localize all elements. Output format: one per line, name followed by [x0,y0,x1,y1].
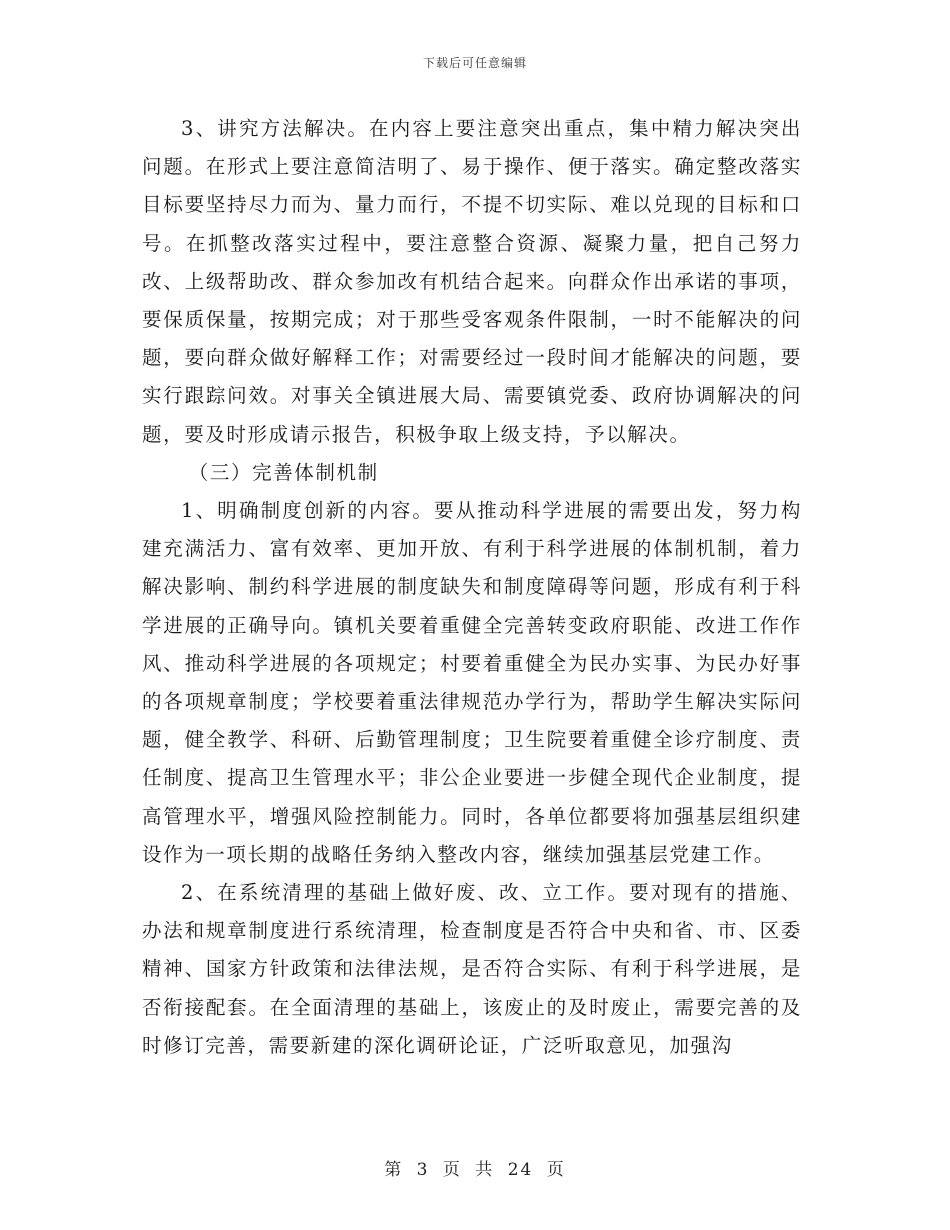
paragraph-cleanup: 2、在系统清理的基础上做好废、改、立工作。要对现有的措施、办法和规章制度进行系统清理，检查制度是否符合中央和省、市、区委精神、国家方针政策和法律法规，是否符合实际、有利于科学进展，是否衔接配套。在全面清理的基础上，该废止的及时废止，需要完善的及时修订完善，需要新建的深化调研论证，广泛听取意见，加强沟 [142,881,802,1057]
document-body [142,110,802,1065]
page-footer: 第 3 页 共 24 页 [384,1160,566,1180]
page-header: 下载后可任意编辑 [422,56,527,70]
paragraph-institution: 1、明确制度创新的内容。要从推动科学进展的需要出发，努力构建充满活力、富有效率、更加开放、有利于科学进展的体制机制，着力解决影响、制约科学进展的制度缺失和制度障碍等问题，形成有利于科学进展的正确导向。镇机关要着重健全完善转变政府职能、改进工作作风、推动科学进展的各项规定；村要着重健全为民办实事、为民办好事的各项规章制度；学校要着重法律规范办学行为，帮助学生解决实际问题，健全教学、科研、后勤管理制度；卫生院要着重健全诊疗制度、责任制度、提高卫生管理水平；非公企业要进一步健全现代企业制度，提高管理水平，增强风险控制能力。同时，各单位都要将加强基层组织建设作为一项长期的战略任务纳入整改内容，继续加强基层党建工作。 [142,499,802,866]
paragraph-method: 3、讲究方法解决。在内容上要注意突出重点，集中精力解决突出问题。在形式上要注意简洁明了、易于操作、便于落实。确定整改落实目标要坚持尽力而为、量力而行，不提不切实际、难以兑现的目标和口号。在抓整改落实过程中，要注意整合资源、凝聚力量，把自己努力改、上级帮助改、群众参加改有机结合起来。向群众作出承诺的事项，要保质保量，按期完成；对于那些受客观条件限制，一时不能解决的问题，要向群众做好解释工作；对需要经过一段时间才能解决的问题，要实行跟踪问效。对事关全镇进展大局、需要镇党委、政府协调解决的问题，要及时形成请示报告，积极争取上级支持，予以解决。 [142,117,802,446]
section-subheading: （三）完善体制机制 [188,460,379,484]
